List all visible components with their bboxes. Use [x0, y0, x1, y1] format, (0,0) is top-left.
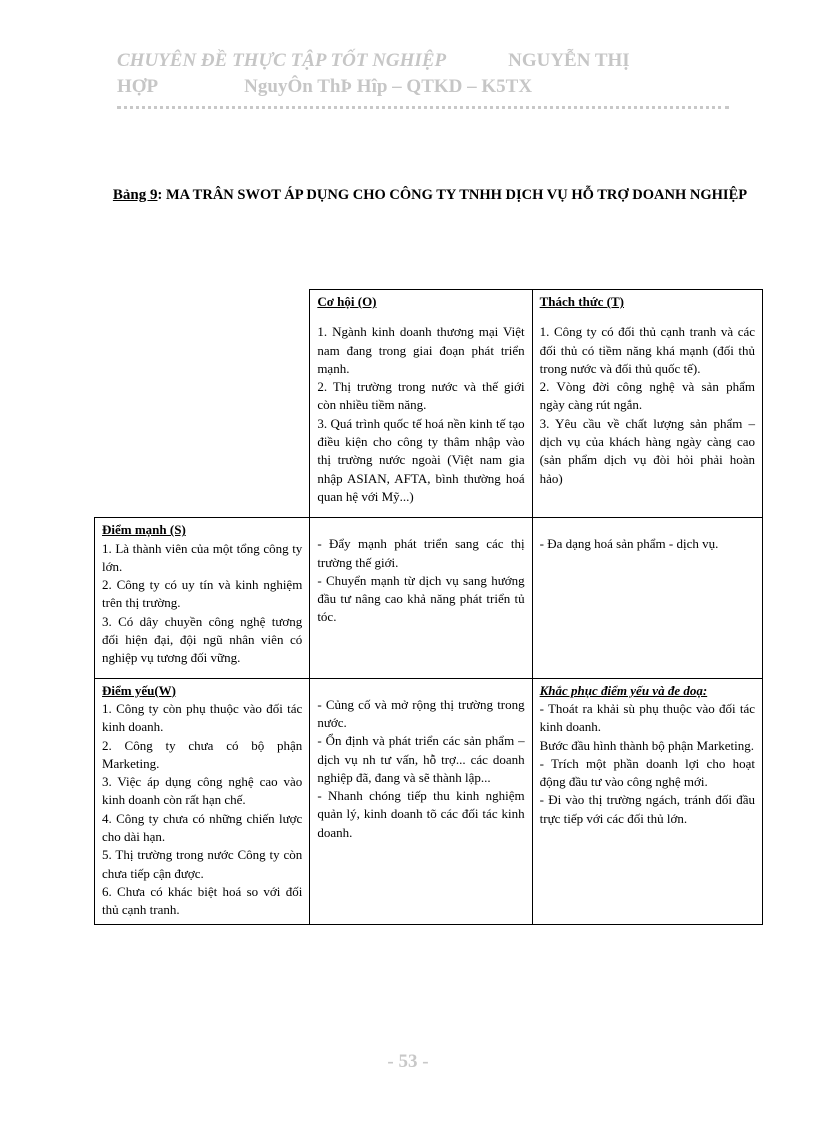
st-strategies-cell [532, 518, 762, 678]
header-line2-right: NguyÔn ThÞ Hîp – QTKD – K5TX [244, 76, 533, 97]
threats-heading: Thách thức (T) [539, 294, 625, 309]
list-item: 1. Công ty có đối thủ cạnh tranh và các đối thủ có tiềm năng khá mạnh (đối thủ trong nước và đối thủ quốc tế). [539, 324, 755, 376]
list-item: 2. Thị trường trong nước và thế giới còn nhiều tiềm năng. [317, 379, 525, 413]
swot-row-strengths [95, 518, 763, 678]
list-item: 1. Ngành kinh doanh thương mại Việt nam đang trong giai đoạn phát triển mạnh. [317, 324, 525, 376]
page-header [117, 48, 717, 100]
list-item: - Củng cố và mở rộng thị trường trong nước. [317, 696, 525, 730]
list-item: 1. Công ty còn phụ thuộc vào đối tác kinh doanh. [102, 700, 303, 735]
strengths-heading: Điểm mạnh (S) [102, 522, 186, 538]
list-item: 3. Yêu cầu về chất lượng sản phẩm – dịch vụ của khách hàng ngày càng cao (sản phẩm dịch vụ đòi hỏi phải hoàn hảo) [539, 415, 755, 486]
table-label: Bảng 9 [112, 187, 158, 203]
list-item: 1. Là thành viên của một tổng công ty lớn. [102, 540, 303, 574]
list-item: - Thoát ra khải sù phụ thuộc vào đối tác kinh doanh. [539, 700, 755, 735]
weaknesses-cell [95, 678, 310, 924]
list-item: 3. Việc áp dụng công nghệ cao vào kinh doanh còn rất hạn chế. [102, 774, 303, 808]
opportunities-cell [310, 290, 532, 518]
list-item: 2. Công ty có uy tín và kinh nghiệm trên thị trường. [102, 577, 303, 611]
opportunities-heading: Cơ hội (O) [317, 294, 377, 309]
header-line2-left: HỢP [117, 76, 159, 97]
list-item: 4. Công ty chưa có những chiến lược cho dài hạn. [102, 810, 303, 845]
list-item: 3. Có dây chuyền công nghệ tương đối hiện đại, đội ngũ nhân viên có nghiệp vụ tương đối vững. [102, 613, 303, 666]
list-item: 2. Công ty chưa có bộ phận Marketing. [102, 737, 303, 771]
list-item: - Ổn định và phát triển các sản phẩm – dịch vụ nh tư vấn, hỗ trợ... các doanh nghiệp đã, đang và sẽ thành lập... [317, 733, 525, 785]
list-item: - Đa dạng hoá sản phẩm - dịch vụ. [539, 536, 719, 552]
list-item: 3. Quá trình quốc tế hoá nền kinh tế tạo điều kiện cho công ty thâm nhập vào thị trường nước ngoài (Việt nam gia nhập ASIAN, AFTA, bình thường hoá quan hệ với Mỹ...) [317, 415, 525, 504]
weaknesses-heading: Điểm yếu(W) [102, 682, 177, 698]
swot-row-weaknesses [95, 678, 763, 924]
wt-strategies-cell [532, 678, 762, 924]
list-item: 2. Vòng đời công nghệ và sản phẩm ngày càng rút ngắn. [539, 379, 755, 413]
page-number: - 53 - [387, 1051, 429, 1072]
list-item: - Đẩy mạnh phát triển sang các thị trường thế giới. [317, 536, 525, 570]
table-title [110, 183, 750, 207]
threats-cell [532, 290, 762, 518]
header-line1-left: CHUYÊN ĐỀ THỰC TẬP TỐT NGHIỆP [117, 50, 447, 71]
list-item: - Chuyển mạnh từ dịch vụ sang hướng đầu tư nâng cao khả năng phát triển tủ tóc. [317, 572, 525, 625]
list-item: - Nhanh chóng tiếp thu kinh nghiệm quản lý, kinh doanh tõ các đối tác kinh doanh. [317, 788, 525, 840]
so-strategies-cell [310, 518, 532, 678]
list-item: - Đi vào thị trường ngách, tránh đối đầu trực tiếp với các đối thủ lớn. [539, 792, 755, 826]
wo-strategies-cell [310, 678, 532, 924]
list-item: - Trích một phần doanh lợi cho hoạt động đầu tư vào công nghệ mới. [539, 755, 755, 790]
list-item: 6. Chưa có khác biệt hoá so với đối thủ cạnh tranh. [102, 883, 303, 918]
strengths-cell [95, 518, 310, 678]
wt-heading: Khắc phục điểm yếu và đe doạ: [539, 682, 708, 698]
swot-row-header [95, 290, 763, 518]
table-title-text: : MA TRÂN SWOT ÁP DỤNG CHO CÔNG TY TNHH DỊCH VỤ HỖ TRỢ DOANH NGHIỆP [157, 187, 748, 203]
header-divider [117, 106, 729, 109]
list-item: Bước đầu hình thành bộ phận Marketing. [539, 737, 754, 753]
swot-matrix [94, 289, 763, 925]
list-item: 5. Thị trường trong nước Công ty còn chưa tiếp cận được. [102, 847, 303, 881]
header-line1-right: NGUYỄN THỊ [508, 50, 630, 71]
swot-corner-cell [95, 290, 310, 518]
